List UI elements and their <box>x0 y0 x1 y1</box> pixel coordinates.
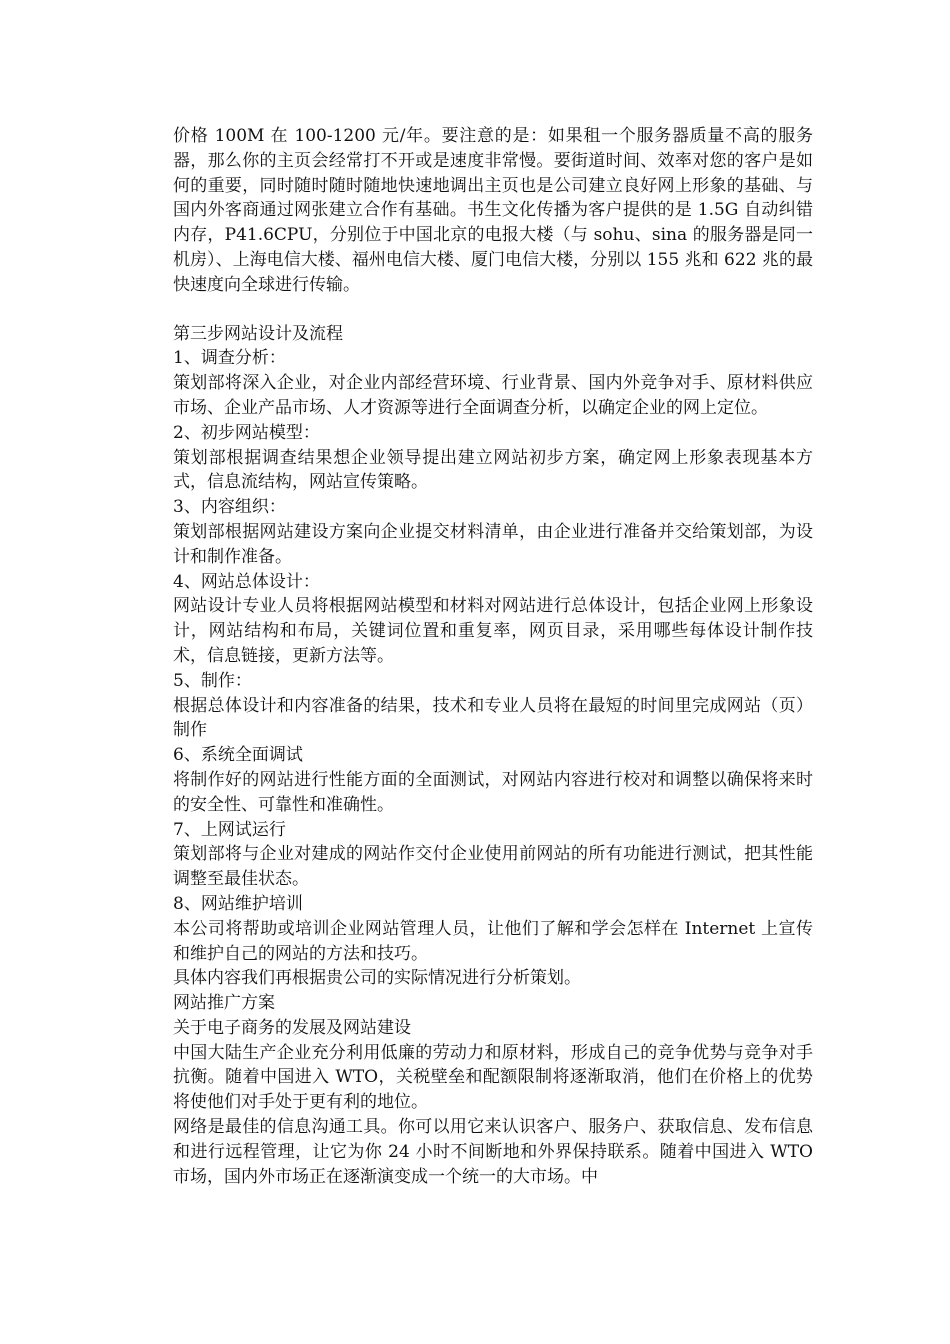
closing-note: 具体内容我们再根据贵公司的实际情况进行分析策划。 <box>173 968 581 989</box>
step-8-text: 本公司将帮助或培训企业网站管理人员，让他们了解和学会怎样在 Internet 上宣传和维护自己的网站的方法和技巧。 <box>173 918 813 964</box>
step-7-heading: 7、上网试运行 <box>173 819 286 840</box>
paragraph-network-communication: 网络是最佳的信息沟通工具。你可以用它来认识客户、服务户、获取信息、发布信息和进行远程管理，让它为你 24 小时不间断地和外界保持联系。随着中国进入 WTO 市场，国内外市场正在逐渐演变成一个统一的大市场。中 <box>173 1117 813 1187</box>
step-5-heading: 5、制作： <box>173 670 252 691</box>
step-1-text: 策划部将深入企业，对企业内部经营环境、行业背景、国内外竞争对手、原材料供应市场、企业产品市场、人才资源等进行全面调查分析，以确定企业的网上定位。 <box>173 373 813 418</box>
paragraph-wto-competition: 中国大陆生产企业充分利用低廉的劳动力和原材料，形成自己的竞争优势与竞争对手抗衡。随着中国进入 WTO，关税壁垒和配额限制将逐渐取消，他们在价格上的优势将使他们对手处于更有利的地位。 <box>173 1042 813 1113</box>
step-8-heading: 8、网站维护培训 <box>173 893 303 914</box>
step-6-heading: 6、系统全面调试 <box>173 745 303 766</box>
step-2-heading: 2、初步网站模型： <box>173 422 320 443</box>
paragraph-server-pricing: 价格 100M 在 100-1200 元/年。要注意的是：如果租一个服务器质量不高的服务器，那么你的主页会经常打不开或是速度非常慢。要街道时间、效率对您的客户是如何的重要，同时随时随时随地快速地调出主页也是公司建立良好网上形象的基础、与国内外客商通过网张建立合作有基础。书生文化传播为客户提供的是 1.5G 自动纠错内存，P41.6CPU，分别位于中国北京的电报大楼（与 sohu、sina 的服务器是同一机房）、上海电信大楼、福州电信大楼、厦门电信大楼，分别以 155 兆和 622 兆的最快速度向全球进行传输。 <box>173 126 813 295</box>
step-2-text: 策划部根据调查结果想企业领导提出建立网站初步方案，确定网上形象表现基本方式，信息流结构，网站宣传策略。 <box>173 447 813 493</box>
subheading-ecommerce: 关于电子商务的发展及网站建设 <box>173 1017 411 1038</box>
step-1-heading: 1、调查分析： <box>173 348 286 369</box>
step-7-text: 策划部将与企业对建成的网站作交付企业使用前网站的所有功能进行测试，把其性能调整至最佳状态。 <box>173 844 813 890</box>
step-6-text: 将制作好的网站进行性能方面的全面测试，对网站内容进行校对和调整以确保将来时的安全性、可靠性和准确性。 <box>173 769 813 815</box>
paragraph-gap <box>173 298 813 322</box>
step-5-text: 根据总体设计和内容准备的结果，技术和专业人员将在最短的时间里完成网站（页）制作 <box>173 695 813 741</box>
section-heading-promotion: 网站推广方案 <box>173 993 275 1014</box>
step-4-heading: 4、网站总体设计： <box>173 571 320 592</box>
step-3-text: 策划部根据网站建设方案向企业提交材料清单，由企业进行准备并交给策划部，为设计和制作准备。 <box>173 521 813 567</box>
document-page <box>173 124 813 1189</box>
step-3-heading: 3、内容组织： <box>173 497 286 518</box>
section-heading-step-three: 第三步网站设计及流程 <box>173 323 343 344</box>
step-4-text: 网站设计专业人员将根据网站模型和材料对网站进行总体设计，包括企业网上形象设计，网站结构和布局，关键词位置和重复率，网页目录，采用哪些每体设计制作技术，信息链接，更新方法等。 <box>173 596 813 666</box>
